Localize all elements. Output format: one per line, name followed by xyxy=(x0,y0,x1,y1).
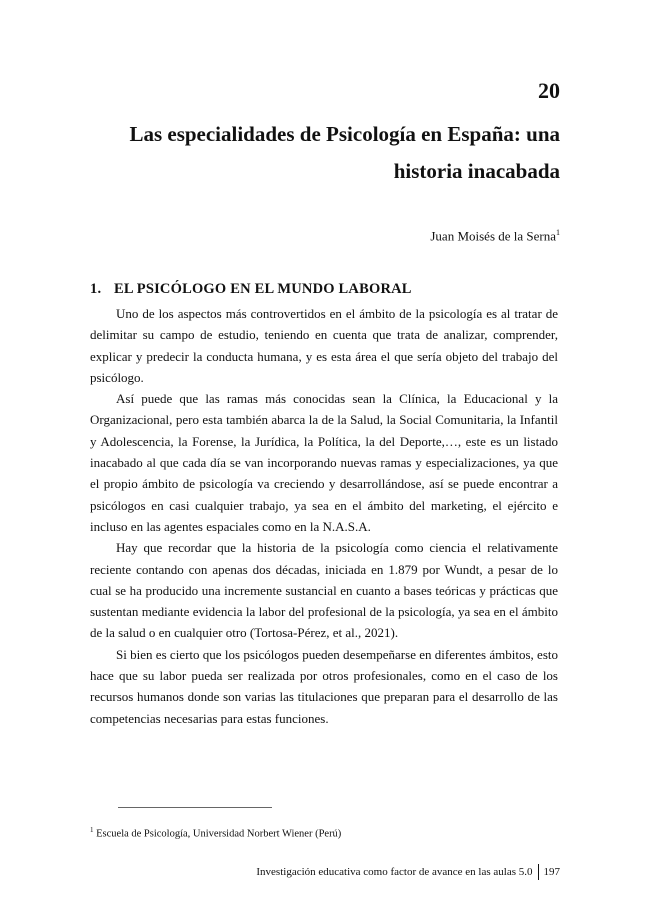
chapter-number: 20 xyxy=(538,78,560,103)
section-title: EL PSICÓLOGO EN EL MUNDO LABORAL xyxy=(114,281,412,297)
paragraph: Así puede que las ramas más conocidas sean la Clínica, la Educacional y la Organizacional, pero esta también abarca la de la Salud, la Social Comunitaria, la Infantil y Adolescencia, la Forense, la Jurídica, la Política, la del Deporte,…, este es un listado inacabado al que cada día se van incorporando nuevas ramas y especializaciones, ya que el propio ámbito de psicología va creciendo y desarrollándose, así se puede encontrar a psicólogos en casi cualquier trabajo, ya sea en el ámbito del marketing, el ejército e incluso en las agentes espaciales como en la N.A.S.A. xyxy=(90,391,558,534)
chapter-title: Las especialidades de Psicología en España: una historia inacabada xyxy=(129,122,560,183)
paragraph: Hay que recordar que la historia de la psicología como ciencia el relativamente reciente contando con apenas dos décadas, iniciada en 1.879 por Wundt, a pesar de lo cual se ha producido una incremente sustancial en cuanto a bases teóricas y prácticas que sustentan mediante evidencia la labor del profesional de la psicología, ya sea en el ámbito de la salud o en cualquier otro (Tortosa-Pérez, et al., 2021). xyxy=(90,540,558,641)
body-text xyxy=(90,303,558,729)
running-footer xyxy=(256,864,560,880)
paragraph: Si bien es cierto que los psicólogos pueden desempeñarse en diferentes ámbitos, esto hace que su labor pueda ser realizada por otros profesionales, como en el caso de los recursos humanos donde son varias las titulaciones que preparan para el desarrollo de las competencias necesarias para estas funciones. xyxy=(90,646,558,726)
section-number: 1. xyxy=(90,281,102,297)
footnote-text: Escuela de Psicología, Universidad Norbert Wiener (Perú) xyxy=(96,828,342,840)
section-heading xyxy=(90,281,412,298)
footer-divider xyxy=(538,864,539,880)
author-footnote-marker[interactable]: 1 xyxy=(556,228,560,237)
footnote-marker: 1 xyxy=(90,826,94,834)
paragraph: Uno de los aspectos más controvertidos en el ámbito de la psicología es al tratar de delimitar su campo de estudio, teniendo en cuenta que trata de analizar, comprender, explicar y predecir la conducta humana, y es esta área el que sería objeto del trabajo del psicólogo. xyxy=(90,306,558,385)
author-name: Juan Moisés de la Serna xyxy=(430,228,556,244)
page-number: 197 xyxy=(543,866,560,878)
footnote xyxy=(90,826,341,840)
author-line xyxy=(430,228,560,244)
footer-book-title: Investigación educativa como factor de avance en las aulas 5.0 xyxy=(256,866,533,878)
footnote-divider xyxy=(118,807,272,808)
